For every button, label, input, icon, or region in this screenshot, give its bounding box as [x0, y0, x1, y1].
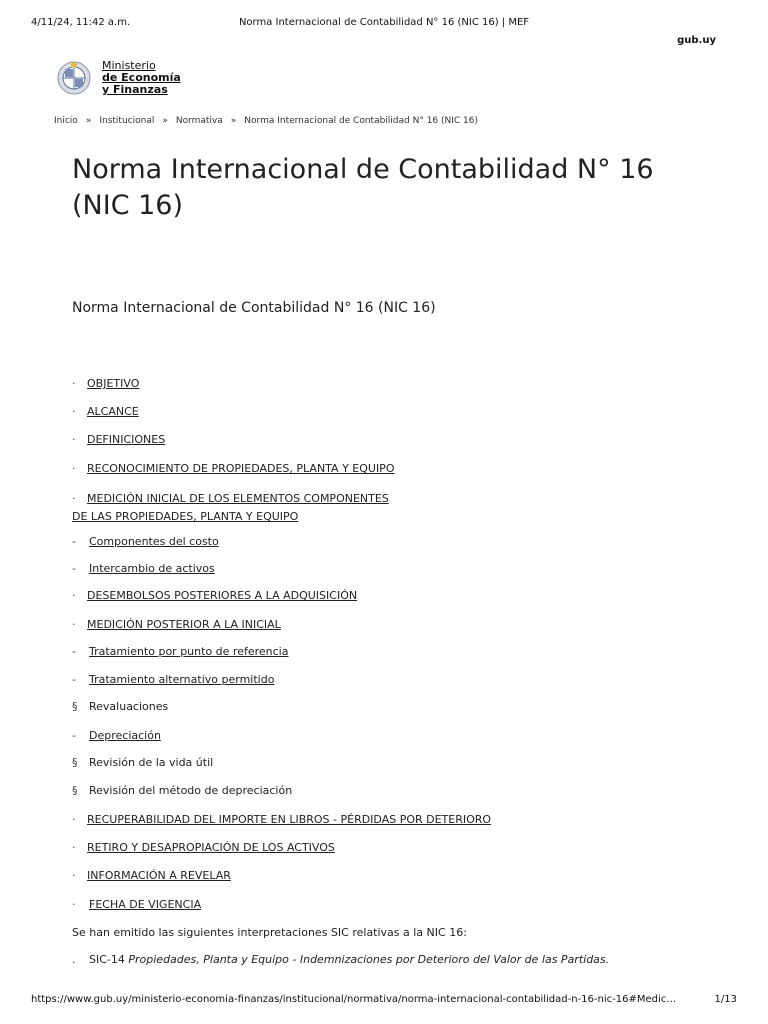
toc-item-depreciacion	[72, 729, 161, 742]
toc-bullet: -	[72, 645, 76, 658]
ministry-name	[102, 60, 181, 96]
toc-link[interactable]: Tratamiento por punto de referencia	[89, 645, 289, 658]
toc-bullet: ·	[72, 898, 76, 911]
toc-item-revaluaciones	[72, 700, 168, 713]
toc-bullet: ·	[72, 405, 76, 418]
toc-bullet: -	[72, 562, 76, 575]
toc-link[interactable]: OBJETIVO	[87, 377, 140, 390]
ministry-name-line2: de Economía	[102, 71, 181, 84]
toc-link[interactable]: DESEMBOLSOS POSTERIORES A LA ADQUISICIÓN	[87, 589, 358, 602]
toc-item-informacion	[72, 869, 231, 882]
breadcrumb-separator: »	[230, 116, 237, 126]
breadcrumb-separator: »	[85, 116, 92, 126]
toc-bullet: §	[72, 784, 78, 797]
toc-bullet: §	[72, 756, 78, 769]
toc-item-definiciones	[72, 433, 165, 446]
toc-bullet: ·	[72, 433, 76, 446]
breadcrumb-item-institucional[interactable]: Institucional	[99, 116, 155, 126]
breadcrumb-item-normativa[interactable]: Normativa	[175, 116, 223, 126]
toc-link[interactable]: RETIRO Y DESAPROPIACIÓN DE LOS ACTIVOS	[87, 841, 335, 854]
page-subtitle: Norma Internacional de Contabilidad N° 16 (NIC 16)	[72, 300, 436, 316]
sic-item	[72, 953, 609, 966]
toc-item-vida-util	[72, 756, 213, 769]
toc-item-desembolsos	[72, 589, 357, 602]
toc-item-tratamiento-alternativo	[72, 673, 274, 686]
toc-text: Revaluaciones	[89, 700, 169, 713]
page-title: Norma Internacional de Contabilidad N° 16 (NIC 16)	[72, 154, 654, 221]
breadcrumb-item-inicio[interactable]: Inicio	[54, 116, 78, 126]
toc-item-fecha-vigencia	[72, 898, 201, 911]
toc-bullet: ·	[72, 589, 76, 602]
gub-uy-link[interactable]: gub.uy	[677, 35, 716, 46]
print-header	[31, 17, 737, 31]
toc-link[interactable]: Componentes del costo	[89, 535, 219, 548]
toc-item-retiro	[72, 841, 335, 854]
toc-link[interactable]: MEDICIÓN INICIAL DE LOS ELEMENTOS COMPONENTES	[87, 492, 389, 505]
toc-link[interactable]: Intercambio de activos	[89, 562, 215, 575]
toc-item-medicion-inicial	[72, 490, 389, 526]
coat-of-arms-icon	[56, 60, 92, 96]
toc-text: Revisión de la vida útil	[89, 756, 214, 769]
toc-item-alcance	[72, 405, 139, 418]
toc-bullet: ·	[72, 813, 76, 826]
ministry-name-line1: Ministerio	[102, 59, 156, 72]
toc-link[interactable]: ALCANCE	[87, 405, 139, 418]
toc-bullet: ·	[72, 492, 76, 505]
breadcrumb-separator: »	[162, 116, 168, 126]
toc-item-tratamiento-referencia	[72, 645, 288, 658]
toc-link[interactable]: RECONOCIMIENTO DE PROPIEDADES, PLANTA Y EQUIPO	[87, 462, 395, 475]
sic-note: Se han emitido las siguientes interpretaciones SIC relativas a la NIC 16:	[72, 926, 467, 939]
sic-code: SIC-14	[89, 953, 125, 966]
toc-item-reconocimiento	[72, 462, 394, 475]
toc-bullet: ·	[72, 618, 76, 631]
toc-bullet: -	[72, 673, 76, 686]
print-date: 4/11/24, 11:42 a.m.	[31, 17, 131, 28]
ministry-name-line3: y Finanzas	[102, 83, 168, 96]
toc-link[interactable]: FECHA DE VIGENCIA	[89, 898, 202, 911]
toc-bullet: ·	[72, 377, 76, 390]
toc-item-intercambio-activos	[72, 562, 215, 575]
toc-item-recuperabilidad	[72, 813, 491, 826]
breadcrumb	[54, 116, 478, 126]
toc-item-metodo-depreciacion	[72, 784, 292, 797]
toc-link[interactable]: MEDICIÓN POSTERIOR A LA INICIAL	[87, 618, 281, 631]
toc-link[interactable]: Tratamiento alternativo permitido	[89, 673, 275, 686]
toc-link[interactable]: Depreciación	[89, 729, 161, 742]
print-title: Norma Internacional de Contabilidad N° 16 (NIC 16) | MEF	[238, 17, 530, 28]
toc-link[interactable]: INFORMACIÓN A REVELAR	[87, 869, 231, 882]
toc-link[interactable]: RECUPERABILIDAD DEL IMPORTE EN LIBROS - PÉRDIDAS POR DETERIORO	[87, 813, 492, 826]
breadcrumb-item-current: Norma Internacional de Contabilidad N° 16 (NIC 16)	[244, 116, 479, 126]
toc-bullet: §	[72, 700, 78, 713]
toc-item-componentes-costo	[72, 535, 219, 548]
toc-bullet: -	[72, 535, 76, 548]
toc-item-objetivo	[72, 377, 139, 390]
ministry-logo[interactable]	[56, 60, 181, 96]
sic-title: Propiedades, Planta y Equipo - Indemnizaciones por Deterioro del Valor de las Partidas.	[128, 953, 610, 966]
toc-bullet: ·	[72, 869, 76, 882]
sic-bullet: .	[72, 953, 76, 966]
toc-link[interactable]: DEFINICIONES	[87, 433, 166, 446]
toc-text: Revisión del método de depreciación	[89, 784, 293, 797]
toc-bullet: ·	[72, 462, 76, 475]
toc-bullet: ·	[72, 841, 76, 854]
print-page-number: 1/13	[714, 994, 737, 1005]
print-url: https://www.gub.uy/ministerio-economia-finanzas/institucional/normativa/norma-internacional-contabilidad-n-16-nic-16#Medic…	[31, 994, 677, 1005]
toc-item-medicion-posterior	[72, 618, 281, 631]
toc-bullet: -	[72, 729, 76, 742]
toc-link-continuation[interactable]: DE LAS PROPIEDADES, PLANTA Y EQUIPO	[72, 510, 299, 523]
